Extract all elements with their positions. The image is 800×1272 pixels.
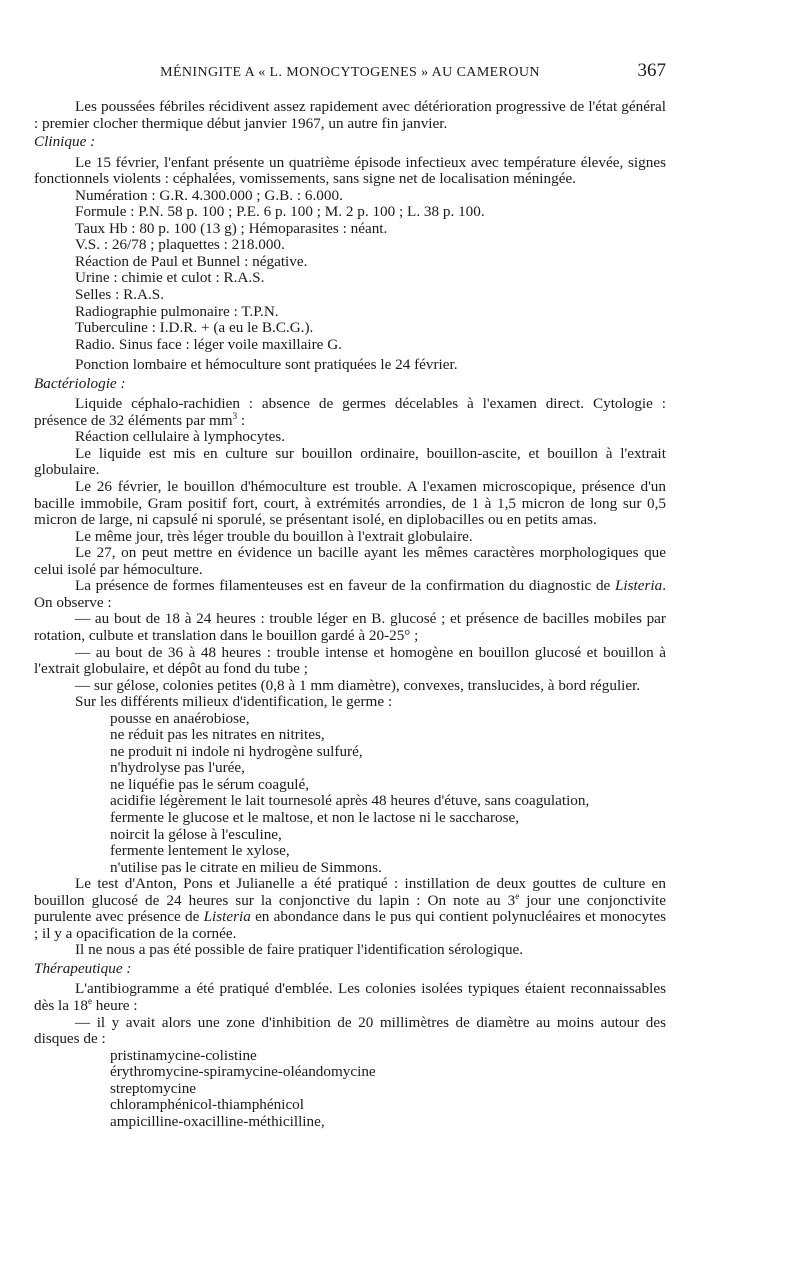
section-heading-bacteriologie: Bactériologie : bbox=[34, 374, 126, 392]
antibiotic-item: chloramphénicol-thiamphénicol bbox=[110, 1096, 304, 1114]
paragraph-milieux: Sur les différents milieux d'identification, le germe : bbox=[75, 693, 393, 711]
filament-text: La présence de formes filamenteuses est en faveur de la confirmation du diagnostic de bbox=[75, 577, 615, 595]
lcr-text: Liquide céphalo-rachidien : absence de germes décelables à l'examen direct. Cytologie : présence de 32 éléments par mm bbox=[34, 395, 666, 429]
antibiotic-item: érythromycine-spiramycine-oléandomycine bbox=[110, 1063, 376, 1081]
antibiotic-list bbox=[34, 1048, 666, 1131]
identification-item: acidifie légèrement le lait tournesolé après 48 heures d'étuve, sans coagulation, bbox=[110, 792, 590, 810]
clinical-result-line: Urine : chimie et culot : R.A.S. bbox=[75, 269, 265, 287]
paragraph-antibiogramme bbox=[34, 981, 666, 1014]
clinical-result-line: Taux Hb : 80 p. 100 (13 g) ; Hémoparasites : néant. bbox=[75, 219, 388, 237]
paragraph-anton-test bbox=[34, 876, 666, 942]
identification-item: n'hydrolyse pas l'urée, bbox=[110, 759, 245, 777]
paragraph-filamenteuses bbox=[34, 578, 666, 611]
identification-item: noircit la gélose à l'esculine, bbox=[110, 825, 282, 843]
section-heading-clinique: Clinique : bbox=[34, 133, 96, 151]
clinical-results-list bbox=[34, 188, 666, 353]
clinical-result-line: Tuberculine : I.D.R. + (a eu le B.C.G.). bbox=[75, 319, 314, 337]
lcr-text-end: : bbox=[237, 411, 246, 429]
identification-list bbox=[34, 711, 666, 876]
identification-item: fermente lentement le xylose, bbox=[110, 842, 290, 860]
antibiotic-item: pristinamycine-colistine bbox=[110, 1046, 257, 1064]
paragraph-meme-jour: Le même jour, très léger trouble du bouillon à l'extrait globulaire. bbox=[75, 527, 473, 545]
anton-text-end: en abondance dans le pus qui contient polynucléaires et monocytes ; il y a opacification de la cornée. bbox=[34, 908, 666, 942]
clinical-result-line: Radiographie pulmonaire : T.P.N. bbox=[75, 302, 279, 320]
anton-text-mid: jour une conjonctivite purulente avec présence de bbox=[34, 891, 666, 926]
clinical-result-line: Radio. Sinus face : léger voile maxillaire G. bbox=[75, 335, 342, 353]
clinical-result-line: Selles : R.A.S. bbox=[75, 286, 165, 304]
filament-text-end: . On observe : bbox=[34, 577, 666, 611]
paragraph-ponction: Ponction lombaire et hémoculture sont pratiquées le 24 février. bbox=[75, 356, 458, 374]
paragraph-clinique: Le 15 février, l'enfant présente un quatrième épisode infectieux avec température élevée, signes fonctionnels violents : céphalées, vomissements, sans signe net de localisation méningée. bbox=[34, 153, 666, 188]
clinical-result-line: V.S. : 26/78 ; plaquettes : 218.000. bbox=[75, 236, 285, 254]
identification-item: ne produit ni indole ni hydrogène sulfuré, bbox=[110, 742, 363, 760]
section-heading-therapeutique: Thérapeutique : bbox=[34, 959, 132, 977]
article-body bbox=[34, 99, 666, 1130]
paragraph-intro: Les poussées fébriles récidivent assez rapidement avec détérioration progressive de l'état général : premier clocher thermique début janvier 1967, un autre fin janvier. bbox=[34, 98, 666, 132]
identification-item: pousse en anaérobiose, bbox=[110, 709, 250, 727]
anton-text: Le test d'Anton, Pons et Julianelle a été pratiqué : instillation de deux gouttes de culture en bouillon glucosé de 24 heures sur la conjonctive du lapin : On note au 3 bbox=[34, 875, 666, 909]
paragraph-reaction: Réaction cellulaire à lymphocytes. bbox=[75, 428, 286, 446]
clinical-result-line: Numération : G.R. 4.300.000 ; G.B. : 6.000. bbox=[75, 186, 343, 204]
paragraph-le-27: Le 27, on peut mettre en évidence un bacille ayant les mêmes caractères morphologiques que celui isolé par hémoculture. bbox=[34, 544, 666, 578]
superscript-e: e bbox=[88, 995, 92, 1006]
clinical-result-line: Réaction de Paul et Bunnel : négative. bbox=[75, 252, 308, 270]
clinical-result-line: Formule : P.N. 58 p. 100 ; P.E. 6 p. 100 ; M. 2 p. 100 ; L. 38 p. 100. bbox=[75, 203, 485, 221]
superscript-e: e bbox=[515, 890, 520, 901]
antibiogramme-text-end: heure : bbox=[92, 996, 138, 1014]
paragraph-inhibition: — il y avait alors une zone d'inhibition de 20 millimètres de diamètre au moins autour des disques de : bbox=[34, 1013, 666, 1048]
listeria-italic: Listeria bbox=[203, 908, 251, 926]
identification-item: ne liquéfie pas le sérum coagulé, bbox=[110, 775, 310, 793]
superscript-3: 3 bbox=[232, 410, 238, 421]
paragraph-lcr bbox=[34, 396, 666, 429]
running-title: MÉNINGITE A « L. MONOCYTOGENES » AU CAMEROUN bbox=[160, 65, 540, 80]
antibiogramme-text: L'antibiogramme a été pratiqué d'emblée. Les colonies isolées typiques étaient reconnaissables dès la 18 bbox=[34, 980, 666, 1014]
paragraph-36-48h: — au bout de 36 à 48 heures : trouble intense et homogène en bouillon glucosé et bouillon à l'extrait globulaire, et dépôt au fond du tube ; bbox=[34, 643, 666, 678]
identification-item: n'utilise pas le citrate en milieu de Simmons. bbox=[110, 858, 382, 876]
paragraph-18-24h: — au bout de 18 à 24 heures : trouble léger en B. glucosé ; et présence de bacilles mobiles par rotation, culbute et translation dans le bouillon gardé à 20-25° ; bbox=[34, 610, 666, 644]
antibiotic-item: ampicilline-oxacilline-méthicilline, bbox=[110, 1112, 325, 1130]
paragraph-culture: Le liquide est mis en culture sur bouillon ordinaire, bouillon-ascite, et bouillon à l'extrait globulaire. bbox=[34, 444, 666, 479]
page-number: 367 bbox=[637, 60, 666, 81]
identification-item: ne réduit pas les nitrates en nitrites, bbox=[110, 726, 325, 744]
paragraph-gelose: — sur gélose, colonies petites (0,8 à 1 mm diamètre), convexes, translucides, à bord régulier. bbox=[75, 676, 641, 694]
paragraph-serologie: Il ne nous a pas été possible de faire pratiquer l'identification sérologique. bbox=[75, 941, 524, 959]
antibiotic-item: streptomycine bbox=[110, 1079, 197, 1097]
identification-item: fermente le glucose et le maltose, et non le lactose ni le saccharose, bbox=[110, 808, 520, 826]
paragraph-hemoculture: Le 26 février, le bouillon d'hémoculture est trouble. A l'examen microscopique, présence d'un bacille immobile, Gram positif fort, court, à extrémités arrondies, de 1 à 1,5 micron de long sur 0,5 micron de large, ni capsulé ni sporulé, se présentant isolé, en diplobacilles ou en petits amas. bbox=[34, 478, 666, 529]
listeria-italic: Listeria bbox=[614, 577, 663, 595]
